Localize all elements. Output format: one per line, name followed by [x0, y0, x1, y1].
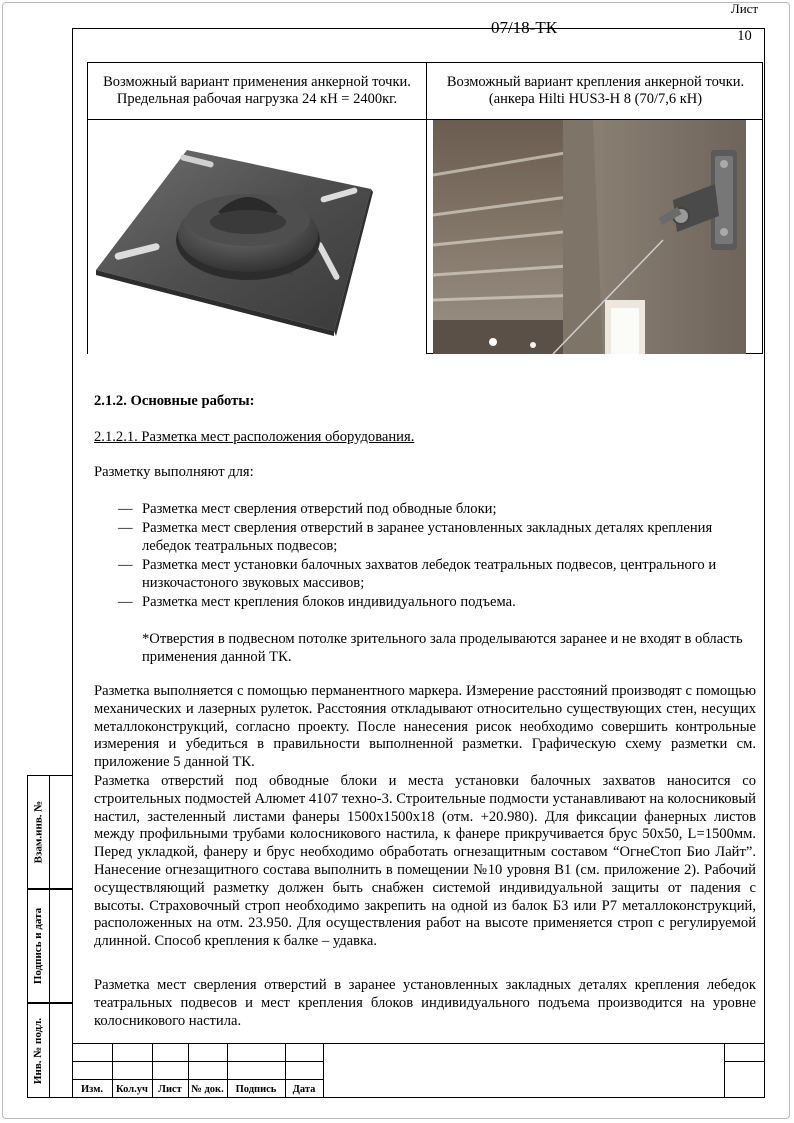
document-code: 07/18-ТК [490, 17, 558, 37]
col-sheet: Лист [158, 1084, 182, 1095]
subsection-heading: 2.1.2.1. Разметка мест расположения оборудования. [94, 429, 415, 445]
col-signature: Подпись [235, 1084, 277, 1095]
wall-anchor-photo [433, 120, 746, 354]
left-caption: Возможный вариант применения анкерной точки. Предельная рабочая нагрузка 24 кН = 2400кг. [103, 74, 411, 107]
section-heading: 2.1.2. Основные работы: [94, 393, 255, 409]
col-qty: Кол.уч [116, 1084, 148, 1095]
paragraph-3: Разметка мест сверления отверстий в заранее установленных закладных деталях крепления лебедок театральных подвесов и мест крепления блоков индивидуального подъема производится на уровне колосникового настила. [94, 977, 756, 1029]
sheet-label: Лист [730, 1, 759, 16]
anchor-plate-photo [88, 120, 426, 354]
stamp-signature-date: Подпись и дата [27, 889, 72, 1003]
right-caption: Возможный вариант крепления анкерной точки. (анкера Hilti HUS3-H 8 (70/7,6 кН) [446, 74, 745, 107]
col-date: Дата [292, 1084, 316, 1095]
paragraph-1: Разметка выполняется с помощью перманентного маркера. Измерение расстояний производят с помощью механических и лазерных рулеток. Расстояния откладывают относительно существующих стен, несущих металлоконструкций, согласно проекту. После нанесения рисок необходимо совершить контрольные измерения и убедиться в правильности выполненной разметки. Графическую схему разметки см. приложение 5 данной ТК. [94, 683, 756, 771]
col-doc: № док. [191, 1084, 224, 1095]
sheet-number: 10 [737, 28, 752, 44]
col-change: Изм. [80, 1084, 103, 1095]
stamp-replaced-inventory: Взам.инв. № [27, 775, 72, 889]
note-text: *Отверстия в подвесном потолке зрительного зала проделываются заранее и не входят в область применения данной ТК. [142, 631, 743, 665]
intro-text: Разметку выполняют для: [94, 464, 254, 480]
image-table [87, 62, 763, 354]
title-block [72, 1043, 765, 1098]
paragraph-2: Разметка отверстий под обводные блоки и места установки балочных захватов наносится со строительных подмостей Алюмет 4107 техно-3. Строительные подмости устанавливают на колосниковый настил, застеленный листами фанеры 1500х1500х18 (отм. +20.980). Для фиксации фанерных листов между профильными трубами колосникового настила, к фанере прикручивается брус 50х50, L=1500мм. Перед укладкой, фанеру и брус необходимо обработать огнезащитным составом “ОгнеСтоп Био Лайт”. Нанесение огнезащитного состава выполнить в помещении №10 уровня В1 (см. приложение 2). Рабочий осуществляющий разметку должен быть снабжен системой индивидуальной защиты от падения с высоты. Страховочный строп необходимо закрепить на одной из балок Б3 или Р7 металлоконструкций, расположенных на отм. 23.950. Для осуществления работ на высоте применяется строп с регулируемой длинной. Способ крепления к балке – удавка. [94, 773, 756, 950]
stamp-original-inventory: Инв. № подл. [27, 1003, 72, 1098]
